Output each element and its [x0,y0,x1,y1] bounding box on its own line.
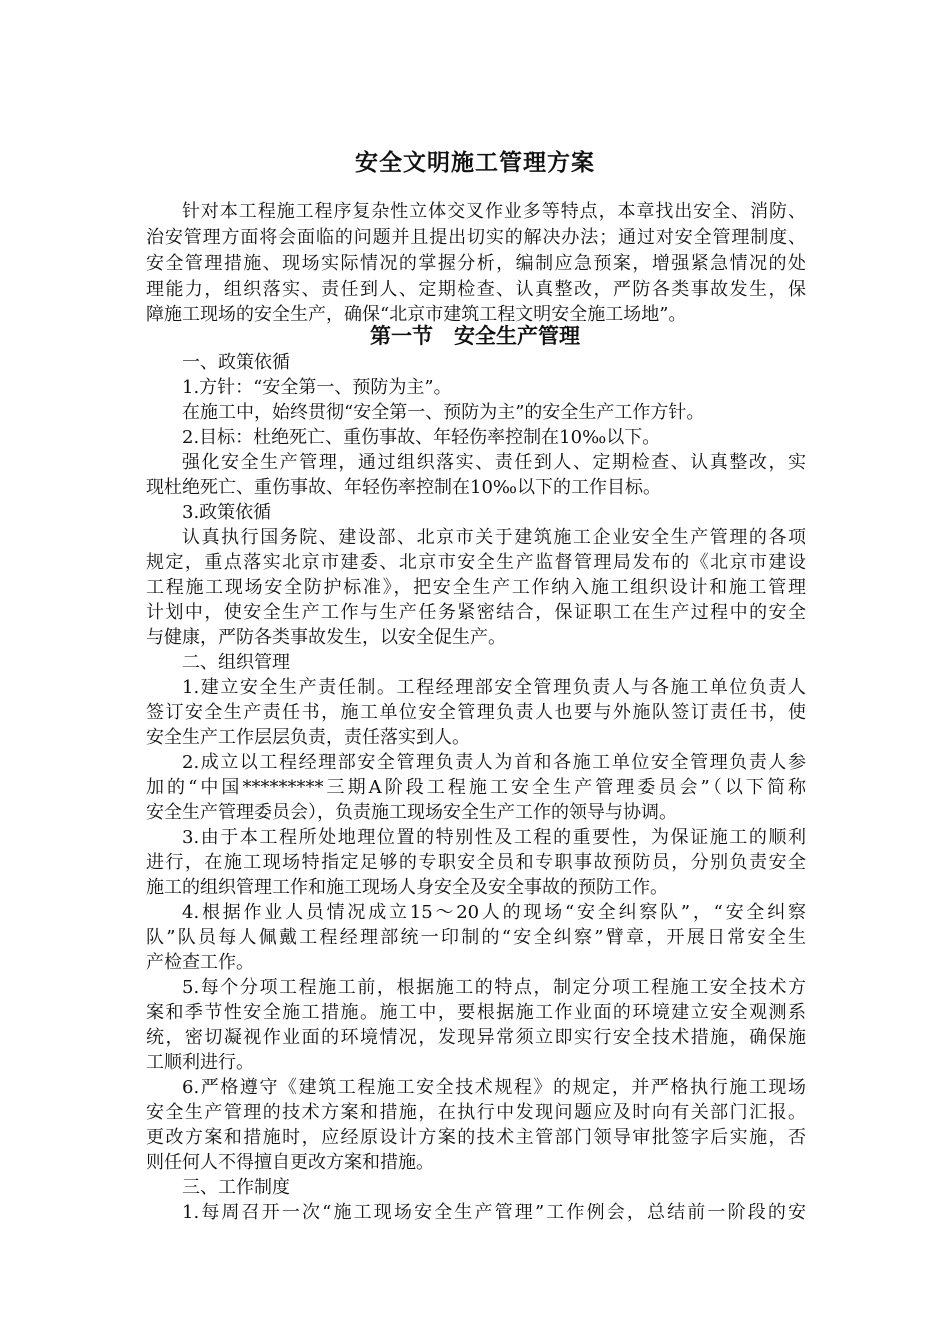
body-line: 2.目标：杜绝死亡、重伤事故、年轻伤率控制在10‰以下。 [182,427,661,448]
intro-line: 治安管理方面将会面临的问题并且提出切实的解决办法；通过对安全管理制度、 [146,227,806,248]
body-line: 进行，在施工现场特指定足够的专职安全员和专职事故预防员，分别负责安全 [146,852,806,873]
body-line: 则任何人不得擅自更改方案和措施。 [146,1152,434,1173]
body-line: 认真执行国务院、建设部、北京市关于建筑施工企业安全生产管理的各项 [182,527,806,548]
body-line: 安全生产管理的技术方案和措施，在执行中发现问题应及时向有关部门汇报。 [146,1102,806,1123]
body-line: 加的“中国*********三期A阶段工程施工安全生产管理委员会”（以下简称 [146,777,806,798]
intro-line: 针对本工程施工程序复杂性立体交叉作业多等特点，本章找出安全、消防、 [182,201,806,222]
body-line: 3.由于本工程所处地理位置的特别性及工程的重要性，为保证施工的顺利 [182,827,806,848]
body-line: 计划中，使安全生产工作与生产任务紧密结合，保证职工在生产过程中的安全 [146,602,806,623]
body-line: 1.每周召开一次“施工现场安全生产管理”工作例会，总结前一阶段的安 [182,1202,806,1223]
body-line: 6.严格遵守《建筑工程施工安全技术规程》的规定，并严格执行施工现场 [182,1077,806,1098]
body-line: 5.每个分项工程施工前，根据施工的特点，制定分项工程施工安全技术方 [182,977,806,998]
body-line: 3.政策依循 [182,502,272,523]
body-line: 与健康，严防各类事故发生，以安全促生产。 [146,627,506,648]
intro-line: 障施工现场的安全生产，确保“北京市建筑工程文明安全施工场地”。 [146,304,687,325]
body-line: 工顺利进行。 [146,1052,254,1073]
body-line: 1.方针：“安全第一、预防为主”。 [182,377,452,398]
body-line: 2.成立以工程经理部安全管理负责人为首和各施工单位安全管理负责人参 [182,752,806,773]
intro-line: 安全管理措施、现场实际情况的掌握分析，编制应急预案，增强紧急情况的处 [146,253,806,274]
body-line: 1.建立安全生产责任制。工程经理部安全管理负责人与各施工单位负责人 [182,677,806,698]
body-line: 规定，重点落实北京市建委、北京市安全生产监督管理局发布的《北京市建设 [146,552,806,573]
body-line: 统，密切凝视作业面的环境情况，发现异常须立即实行安全技术措施，确保施 [146,1027,806,1048]
body-line: 施工的组织管理工作和施工现场人身安全及安全事故的预防工作。 [146,877,668,898]
body-line: 队”队员每人佩戴工程经理部统一印制的“安全纠察”臂章，开展日常安全生 [146,927,806,948]
section-title: 第一节 安全生产管理 [370,323,580,348]
body-line: 安全生产管理委员会），负责施工现场安全生产工作的领导与协调。 [146,802,677,823]
body-line: 更改方案和措施时，应经原设计方案的技术主管部门领导审批签字后实施，否 [146,1127,806,1148]
body-line: 现杜绝死亡、重伤事故、年轻伤率控制在10‰以下的工作目标。 [146,477,662,498]
document-title: 安全文明施工管理方案 [355,149,595,176]
body-line: 二、组织管理 [182,652,290,673]
body-line: 签订安全生产责任书，施工单位安全管理负责人也要与外施队签订责任书，使 [146,702,806,723]
body-line: 产检查工作。 [146,952,254,973]
body-line: 案和季节性安全施工措施。施工中，要根据施工作业面的环境建立安全观测系 [146,1002,806,1023]
intro-line: 理能力，组织落实、责任到人、定期检查、认真整改，严防各类事故发生，保 [146,279,806,300]
body-line: 4.根据作业人员情况成立15～20人的现场“安全纠察队”，“安全纠察 [182,902,806,923]
body-line: 工程施工现场安全防护标准》，把安全生产工作纳入施工组织设计和施工管理 [146,577,806,598]
body-line: 安全生产工作层层负责，责任落实到人。 [146,727,470,748]
body-line: 一、政策依循 [182,352,290,373]
body-line: 在施工中，始终贯彻“安全第一、预防为主”的安全生产工作方针。 [182,402,705,423]
body-line: 强化安全生产管理，通过组织落实、责任到人、定期检查、认真整改，实 [182,452,806,473]
body-line: 三、工作制度 [182,1177,290,1198]
